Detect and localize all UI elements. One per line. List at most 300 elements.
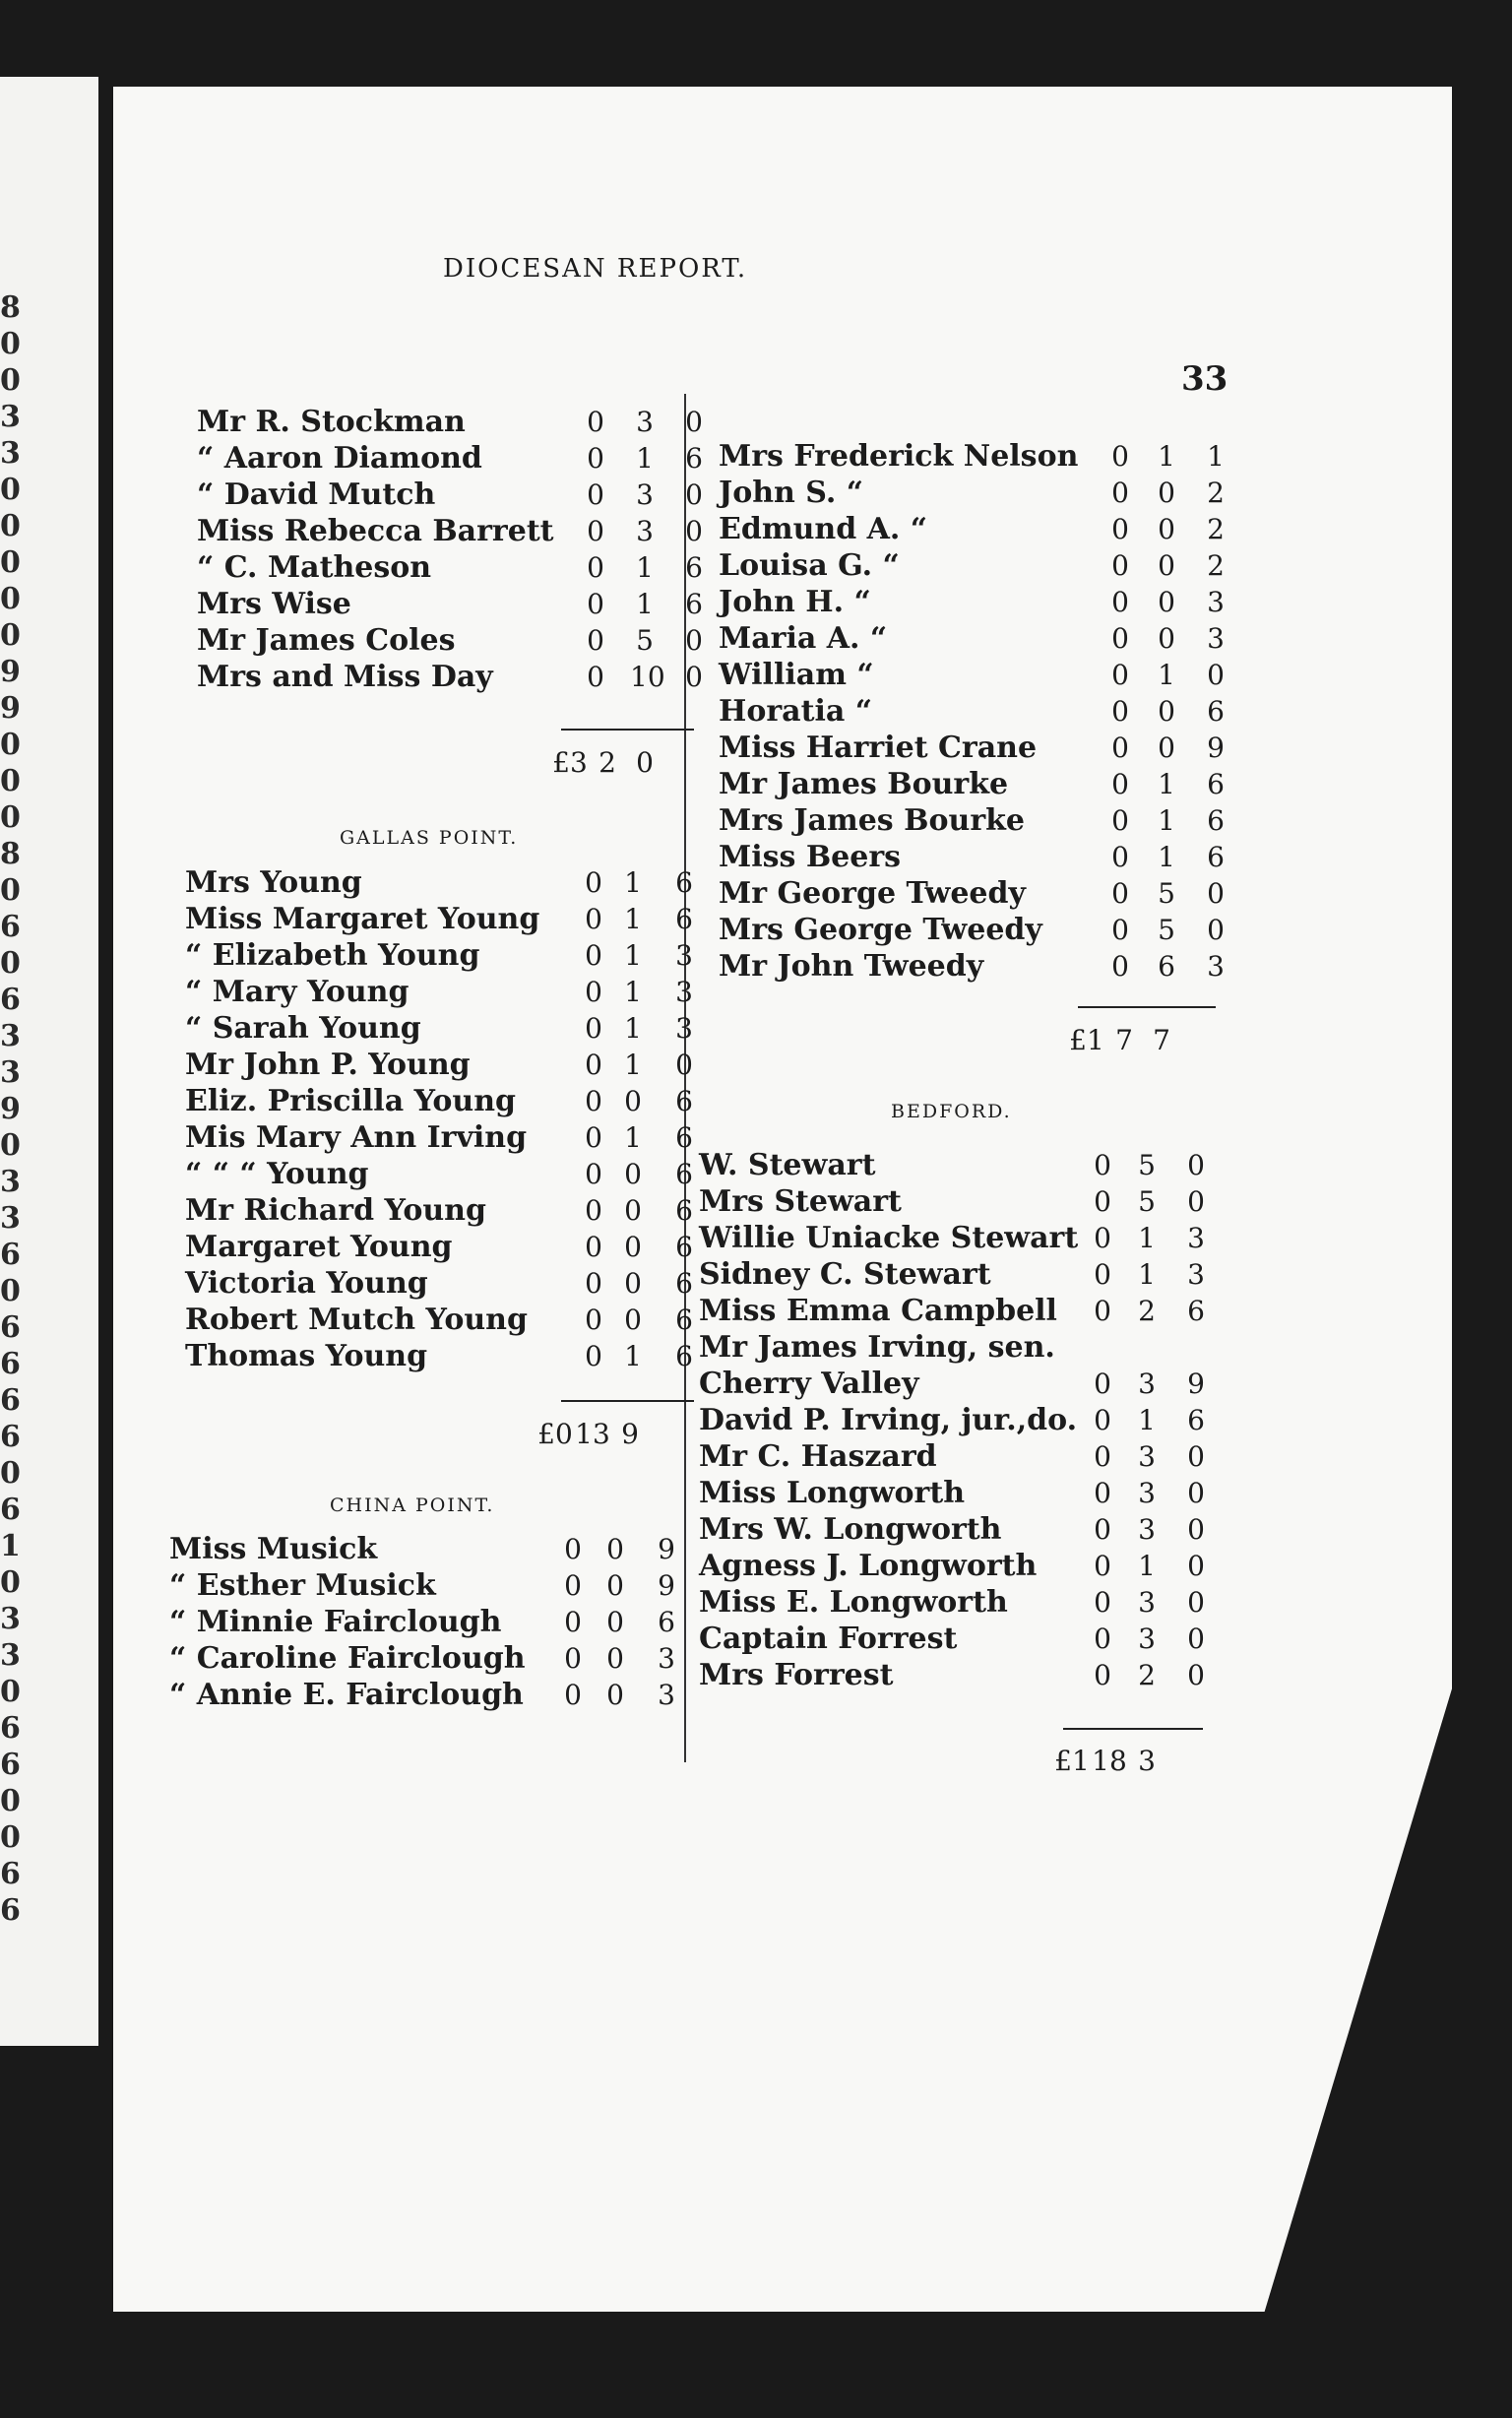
amount-pence: 2 [1207,477,1225,509]
list-item [719,693,1240,730]
block2-total [1068,1024,1180,1056]
margin-digit: 0 [0,1565,21,1600]
amount-pounds: 0 [1094,1550,1111,1582]
list-item [185,974,697,1010]
subscriber-name: Edmund A. “ [719,512,928,546]
subscriber-name: Miss Margaret Young [185,902,540,936]
margin-digit: 6 [0,1383,21,1418]
list-item [169,1567,691,1604]
total-shillings: 13 [575,1418,610,1450]
amount-pence: 3 [1187,1258,1205,1291]
amount-pence: 0 [685,624,703,657]
amount-pence: 3 [675,976,693,1008]
subscriber-name: Captain Forrest [699,1622,958,1656]
amount-pounds: 0 [1111,440,1129,473]
amount-pounds: 0 [585,866,602,899]
subscriber-name: Mr John P. Young [185,1048,471,1082]
list-item [169,1677,691,1713]
list-item [699,1438,1230,1475]
amount-pounds: 0 [1111,877,1129,910]
total-pence: 7 [1153,1024,1170,1056]
amount-pence: 9 [1187,1368,1205,1400]
subscriber-name: Mr George Tweedy [719,876,1026,911]
list-item [185,1119,697,1156]
list-item [699,1293,1230,1329]
margin-digit: 3 [0,1638,21,1673]
amount-pence: 0 [1187,1623,1205,1655]
amount-shillings: 1 [624,976,642,1008]
amount-pence: 6 [675,903,693,935]
margin-digit: 0 [0,363,21,398]
amount-pence: 0 [1207,914,1225,946]
margin-digit: 0 [0,1820,21,1855]
total-pence: 3 [1138,1745,1156,1777]
margin-digit: 3 [0,1201,21,1236]
amount-pence: 3 [658,1642,675,1675]
list-item [197,549,709,586]
margin-digit: 3 [0,1165,21,1199]
amount-shillings: 0 [1158,513,1175,545]
amount-shillings: 1 [1138,1404,1156,1436]
amount-pence: 6 [675,1231,693,1263]
total-pounds: £1 [1069,1024,1104,1056]
list-item [699,1657,1230,1693]
amount-shillings: 1 [1158,841,1175,873]
list-item [185,901,697,937]
amount-shillings: 0 [624,1158,642,1190]
subscriber-name: Cherry Valley [699,1367,919,1401]
subscriber-name: Mrs Stewart [699,1184,902,1219]
margin-digit: 0 [0,764,21,798]
amount-shillings: 0 [1158,732,1175,764]
amount-pounds: 0 [585,1304,602,1336]
subscriber-name: Mrs Frederick Nelson [719,439,1079,474]
amount-shillings: 1 [636,442,654,475]
amount-shillings: 2 [1138,1295,1156,1327]
amount-pence: 6 [675,866,693,899]
amount-shillings: 0 [624,1267,642,1300]
subscriber-name: Maria A. “ [719,621,888,656]
margin-digit: 0 [0,618,21,653]
amount-pence: 0 [1207,659,1225,691]
subscriber-name: “ Sarah Young [185,1011,421,1046]
amount-pounds: 0 [1111,804,1129,837]
amount-pounds: 0 [1094,1623,1111,1655]
amount-pounds: 0 [585,1085,602,1117]
subscriber-name: Mr John Tweedy [719,949,984,984]
amount-pounds: 0 [1094,1659,1111,1691]
subscriber-name: Mrs and Miss Day [197,660,493,694]
margin-digit: 0 [0,327,21,361]
amount-pounds: 0 [1111,695,1129,728]
amount-pence: 6 [1187,1404,1205,1436]
amount-pounds: 0 [564,1642,582,1675]
amount-pounds: 0 [1094,1185,1111,1218]
gallas-point-list [185,864,697,1374]
amount-pounds: 0 [1111,732,1129,764]
margin-digit: 9 [0,1092,21,1126]
amount-shillings: 1 [624,1340,642,1372]
list-item [197,404,709,440]
amount-pence: 0 [1187,1659,1205,1691]
list-item [719,511,1240,547]
amount-pounds: 0 [587,588,604,620]
subscriber-name: Louisa G. “ [719,548,900,583]
amount-pounds: 0 [1111,841,1129,873]
amount-shillings: 0 [624,1194,642,1227]
list-item [185,1302,697,1338]
list-item [699,1220,1230,1256]
margin-digit: 6 [0,1711,21,1746]
margin-digit: 0 [0,545,21,580]
amount-pounds: 0 [1111,622,1129,655]
amount-pence: 3 [675,939,693,972]
amount-pounds: 0 [587,442,604,475]
amount-pounds: 0 [585,1267,602,1300]
amount-pence: 3 [675,1012,693,1045]
block1-total-rule [561,729,694,731]
previous-page-sliver [0,77,98,2046]
total-pence: 0 [636,746,654,779]
list-item [169,1640,691,1677]
list-item [185,864,697,901]
total-pounds: £0 [537,1418,573,1450]
margin-digit: 6 [0,1857,21,1891]
list-item [185,1265,697,1302]
margin-digit: 0 [0,800,21,835]
amount-pence: 6 [675,1085,693,1117]
section-title-china-point: CHINA POINT. [330,1495,495,1516]
amount-shillings: 0 [624,1231,642,1263]
amount-pounds: 0 [1111,549,1129,582]
subscriber-name: Mrs George Tweedy [719,913,1042,947]
subscriber-name: Mrs Wise [197,587,351,621]
subscriber-name: Mr James Bourke [719,767,1009,801]
amount-shillings: 1 [1158,440,1175,473]
amount-shillings: 3 [1138,1368,1156,1400]
list-item [719,802,1240,839]
amount-pounds: 0 [1111,914,1129,946]
total-shillings: 18 [1092,1745,1127,1777]
gallas-total [536,1418,649,1450]
list-item [699,1147,1230,1183]
block1-total [551,746,663,779]
amount-pence: 1 [1207,440,1225,473]
amount-shillings: 0 [606,1679,624,1711]
amount-pounds: 0 [587,478,604,511]
amount-pence: 6 [1207,841,1225,873]
amount-pence: 0 [685,515,703,547]
amount-pence: 6 [685,442,703,475]
block1-list [197,404,709,695]
list-item [699,1584,1230,1621]
subscriber-name: Mr Richard Young [185,1193,486,1228]
amount-pounds: 0 [585,939,602,972]
list-item [699,1366,1230,1402]
amount-pounds: 0 [585,1049,602,1081]
amount-shillings: 1 [624,1012,642,1045]
amount-pounds: 0 [585,1158,602,1190]
list-item [185,937,697,974]
amount-pounds: 0 [1094,1258,1111,1291]
subscriber-name: Miss Beers [719,840,902,874]
amount-pounds: 0 [585,976,602,1008]
list-item [719,584,1240,620]
amount-pounds: 0 [587,661,604,693]
amount-pence: 0 [1187,1586,1205,1619]
amount-shillings: 1 [636,551,654,584]
list-item [185,1229,697,1265]
amount-pence: 6 [1187,1295,1205,1327]
subscriber-name: “ “ “ Young [185,1157,369,1191]
amount-pounds: 0 [1094,1404,1111,1436]
amount-pounds: 0 [1111,513,1129,545]
running-header: DIOCESAN REPORT. [443,254,748,284]
bedford-total-rule [1063,1728,1203,1730]
amount-pence: 3 [1207,586,1225,618]
amount-pence: 6 [675,1194,693,1227]
section-title-bedford: BEDFORD. [891,1101,1012,1122]
total-pounds: £3 [552,746,588,779]
subscriber-name: Miss Rebecca Barrett [197,514,554,548]
amount-shillings: 0 [1158,622,1175,655]
list-item [699,1621,1230,1657]
amount-shillings: 1 [1138,1550,1156,1582]
subscriber-name: “ Esther Musick [169,1568,436,1603]
margin-digit: 0 [0,1128,21,1163]
amount-pounds: 0 [587,551,604,584]
subscriber-name: Mr James Irving, sen. [699,1330,1055,1365]
margin-digit: 0 [0,1784,21,1818]
subscriber-name: Miss Emma Campbell [699,1294,1057,1328]
margin-digit: 3 [0,400,21,434]
amount-pounds: 0 [1094,1513,1111,1546]
list-item [197,440,709,477]
list-item [719,620,1240,657]
margin-digit: 3 [0,1019,21,1053]
amount-shillings: 10 [630,661,665,693]
amount-pounds: 0 [564,1679,582,1711]
page-number: 33 [1181,359,1228,399]
subscriber-name: David P. Irving, jur.,do. [699,1403,1078,1437]
subscriber-name: Eliz. Priscilla Young [185,1084,516,1118]
amount-shillings: 0 [606,1569,624,1602]
amount-shillings: 3 [1138,1477,1156,1509]
margin-digit: 0 [0,582,21,616]
amount-pence: 0 [1207,877,1225,910]
subscriber-name: Miss Longworth [699,1476,966,1510]
list-item [169,1604,691,1640]
amount-shillings: 0 [624,1304,642,1336]
margin-digit: 1 [0,1529,21,1563]
amount-shillings: 3 [1138,1513,1156,1546]
amount-pounds: 0 [587,624,604,657]
amount-pounds: 0 [585,1194,602,1227]
list-item [719,475,1240,511]
block2-total-rule [1078,1006,1216,1008]
margin-digit: 3 [0,1055,21,1090]
margin-digit: 6 [0,1238,21,1272]
subscriber-name: Willie Uniacke Stewart [699,1221,1079,1255]
amount-shillings: 3 [636,406,654,438]
subscriber-name: “ Elizabeth Young [185,938,480,973]
margin-digit: 0 [0,873,21,908]
amount-shillings: 1 [1158,659,1175,691]
amount-pounds: 0 [587,515,604,547]
amount-pounds: 0 [585,903,602,935]
amount-shillings: 0 [606,1533,624,1565]
margin-digit: 9 [0,655,21,689]
amount-pounds: 0 [564,1533,582,1565]
subscriber-name: John H. “ [719,585,871,619]
subscriber-name: W. Stewart [699,1148,876,1182]
subscriber-name: “ Caroline Fairclough [169,1641,526,1676]
margin-digit: 0 [0,473,21,507]
margin-digit: 0 [0,509,21,543]
amount-shillings: 5 [636,624,654,657]
list-item [719,657,1240,693]
amount-shillings: 0 [606,1606,624,1638]
amount-pence: 0 [675,1049,693,1081]
list-item [197,622,709,659]
amount-shillings: 3 [636,478,654,511]
list-item [699,1183,1230,1220]
amount-pence: 0 [1187,1550,1205,1582]
amount-pence: 9 [658,1569,675,1602]
amount-pounds: 0 [1111,659,1129,691]
list-item [699,1402,1230,1438]
list-item [699,1511,1230,1548]
subscriber-name: “ Minnie Fairclough [169,1605,502,1639]
amount-pence: 0 [1187,1440,1205,1473]
amount-shillings: 6 [1158,950,1175,983]
subscriber-name: “ Annie E. Fairclough [169,1678,524,1712]
list-item [185,1083,697,1119]
amount-shillings: 0 [1158,477,1175,509]
total-shillings: 2 [598,746,616,779]
amount-shillings: 3 [1138,1440,1156,1473]
list-item [197,513,709,549]
margin-digit: 8 [0,837,21,871]
amount-shillings: 0 [1158,549,1175,582]
amount-shillings: 2 [1138,1659,1156,1691]
amount-pounds: 0 [1111,477,1129,509]
amount-pounds: 0 [1094,1222,1111,1254]
list-item [185,1192,697,1229]
amount-pounds: 0 [585,1340,602,1372]
section-title-gallas-point: GALLAS POINT. [340,827,519,849]
list-item [719,547,1240,584]
margin-digit: 6 [0,1347,21,1381]
subscriber-name: Sidney C. Stewart [699,1257,991,1292]
amount-pence: 6 [675,1267,693,1300]
amount-pence: 6 [685,588,703,620]
amount-shillings: 3 [1138,1623,1156,1655]
list-item [197,659,709,695]
amount-shillings: 1 [1158,804,1175,837]
list-item [719,912,1240,948]
margin-digit: 6 [0,1748,21,1782]
list-item [185,1156,697,1192]
margin-digit: 3 [0,436,21,471]
amount-pence: 6 [675,1304,693,1336]
total-pence: 9 [621,1418,639,1450]
subscriber-name: Robert Mutch Young [185,1303,528,1337]
list-item [699,1548,1230,1584]
amount-pounds: 0 [1094,1295,1111,1327]
amount-pence: 0 [1187,1513,1205,1546]
margin-digit: 8 [0,290,21,325]
margin-digit: 6 [0,1893,21,1928]
list-item [197,586,709,622]
total-shillings: 7 [1115,1024,1133,1056]
amount-shillings: 5 [1158,877,1175,910]
amount-shillings: 5 [1138,1185,1156,1218]
block2-list [719,438,1240,985]
list-item [185,1338,697,1374]
amount-pence: 6 [675,1121,693,1154]
list-item [719,438,1240,475]
subscriber-name: Mr R. Stockman [197,405,466,439]
amount-pence: 2 [1207,549,1225,582]
amount-pounds: 0 [1111,950,1129,983]
amount-shillings: 1 [624,1049,642,1081]
amount-shillings: 5 [1138,1149,1156,1181]
amount-pence: 2 [1207,513,1225,545]
amount-shillings: 0 [606,1642,624,1675]
amount-pounds: 0 [1094,1586,1111,1619]
list-item [699,1329,1230,1366]
margin-digit: 6 [0,910,21,944]
margin-digit: 0 [0,946,21,981]
amount-pence: 9 [658,1533,675,1565]
amount-shillings: 1 [624,939,642,972]
amount-pence: 0 [685,661,703,693]
subscriber-name: “ C. Matheson [197,550,432,585]
amount-shillings: 5 [1158,914,1175,946]
margin-digit: 6 [0,1310,21,1345]
list-item [719,839,1240,875]
amount-pounds: 0 [564,1606,582,1638]
margin-digit: 6 [0,1420,21,1454]
subscriber-name: “ Aaron Diamond [197,441,482,476]
amount-shillings: 0 [624,1085,642,1117]
list-item [719,730,1240,766]
subscriber-name: Miss Musick [169,1532,378,1566]
amount-pounds: 0 [585,1231,602,1263]
amount-pence: 0 [1187,1149,1205,1181]
subscriber-name: William “ [719,658,874,692]
list-item [197,477,709,513]
bedford-list [699,1147,1230,1693]
subscriber-name: Agness J. Longworth [699,1549,1038,1583]
margin-digit: 0 [0,1274,21,1308]
amount-pence: 6 [658,1606,675,1638]
subscriber-name: “ David Mutch [197,477,436,512]
amount-shillings: 3 [1138,1586,1156,1619]
margin-digit: 0 [0,728,21,762]
china-point-list [169,1531,691,1713]
list-item [185,1010,697,1047]
amount-shillings: 1 [624,866,642,899]
subscriber-name: Mrs Young [185,865,362,900]
list-item [719,766,1240,802]
amount-pence: 6 [1207,768,1225,800]
amount-pence: 3 [1207,622,1225,655]
subscriber-name: Mis Mary Ann Irving [185,1120,528,1155]
amount-pounds: 0 [1111,768,1129,800]
subscriber-name: Mrs Forrest [699,1658,894,1692]
